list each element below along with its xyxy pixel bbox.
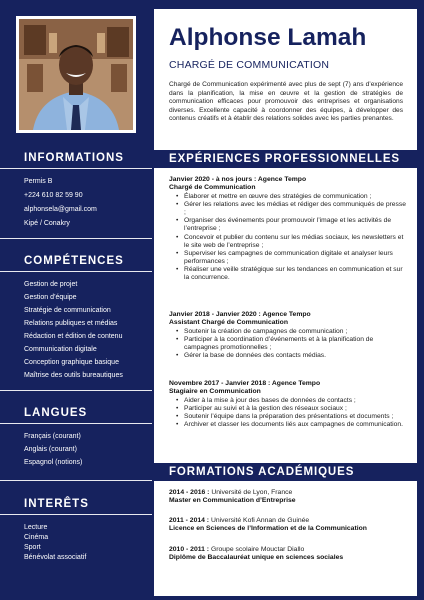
experience-bullet: • Soutenir l’équipe dans la préparation des présentations et documents ;: [176, 413, 409, 421]
education-school: Université de Lyon, France: [209, 489, 293, 496]
skill-item: Stratégie de communication: [24, 307, 111, 314]
language-item: Français (courant): [24, 433, 81, 440]
experience-bullet: • Élaborer et mettre en œuvre des stratégies de communication ;: [176, 193, 409, 201]
experience-bullet: • Gérer les relations avec les médias et rédiger des communiqués de presse ;: [176, 201, 409, 217]
education-years: 2010 - 2011 :: [169, 546, 210, 553]
informations-bottom-divider: [0, 238, 152, 239]
header-card: [154, 9, 417, 150]
experience-bullet: • Archiver et classer les documents liés aux campagnes de communication.: [176, 421, 409, 429]
langues-bottom-divider: [0, 480, 152, 481]
language-item: Anglais (courant): [24, 446, 77, 453]
experiences-title: EXPÉRIENCES PROFESSIONNELLES: [169, 153, 400, 165]
education-item: [169, 489, 409, 506]
full-name: Alphonse Lamah: [169, 24, 367, 51]
interest-item: Sport: [24, 544, 41, 551]
experience-position: Chargé de Communication: [169, 184, 256, 192]
main-content: [154, 9, 417, 597]
interets-title: INTERÊTS: [24, 498, 89, 510]
interest-item: Bénévolat associatif: [24, 554, 87, 561]
skill-item: Communication digitale: [24, 346, 97, 353]
skill-item: Gestion de projet: [24, 281, 78, 288]
info-phone: +224 610 82 59 90: [24, 192, 83, 199]
experience-period: Novembre 2017 - Janvier 2018 : Agence Tempo: [169, 380, 321, 387]
experience-bullet: • Participer à la coordination d’événements et à la planification de campagnes promotionnelles ;: [176, 336, 409, 352]
experience-bullets: [176, 397, 409, 429]
experience-position: Assistant Chargé de Communication: [169, 319, 288, 327]
education-school: Université Kofi Annan de Guinée: [209, 517, 310, 524]
education-degree: Diplôme de Baccalauréat unique en sciences sociales: [169, 554, 344, 562]
langues-title: LANGUES: [24, 407, 88, 419]
experience-item: [169, 311, 409, 360]
experience-item: [169, 176, 409, 282]
experiences-card: [154, 169, 417, 463]
education-school: Groupe scolaire Mouctar Diallo: [209, 546, 305, 553]
interest-item: Lecture: [24, 524, 48, 531]
informations-title: INFORMATIONS: [24, 152, 124, 164]
skill-item: Relations publiques et médias: [24, 320, 118, 327]
profile-photo-image: [19, 19, 133, 130]
experience-item: [169, 380, 409, 429]
education-item: [169, 546, 409, 563]
experience-bullets: [176, 328, 409, 360]
experience-bullet: • Concevoir et publier du contenu sur les médias sociaux, les newsletters et le site web de l’entreprise ;: [176, 234, 409, 250]
interets-divider: [0, 514, 152, 515]
formations-title: FORMATIONS ACADÉMIQUES: [169, 466, 355, 478]
competences-bottom-divider: [0, 390, 152, 391]
informations-list: [24, 178, 149, 234]
competences-title: COMPÉTENCES: [24, 255, 124, 267]
language-item: Espagnol (notions): [24, 459, 83, 466]
langues-list: [24, 433, 149, 472]
experience-bullet: • Participer au suivi et à la gestion des réseaux sociaux ;: [176, 405, 409, 413]
experience-bullet: • Gérer la base de données des contacts médias.: [176, 352, 409, 360]
experience-bullet: • Aider à la mise à jour des bases de données de contacts ;: [176, 397, 409, 405]
experience-bullet: • Soutenir la création de campagnes de communication ;: [176, 328, 409, 336]
skill-item: Maîtrise des outils bureautiques: [24, 372, 123, 379]
info-license: Permis B: [24, 178, 53, 185]
info-address: Kipé / Conakry: [24, 220, 70, 227]
experience-period: Janvier 2020 - à nos jours : Agence Tempo: [169, 176, 307, 183]
profile-summary: Chargé de Communication expérimenté avec plus de sept (7) ans d’expérience dans la planification, la mise en œuvre et la gestion de stratégies de communication efficaces pour promouvoir des entreprises et organisations diverses. Excellente capacité à coordonner des équipes, à développer des contenus créatifs et à établir des relations solides avec les parties prenantes.: [169, 81, 403, 123]
job-title: CHARGÉ DE COMMUNICATION: [169, 59, 330, 71]
skill-item: Rédaction et édition de contenu: [24, 333, 123, 340]
competences-divider: [0, 271, 152, 272]
info-email[interactable]: alphonsela@gmail.com: [24, 206, 97, 213]
education-item: [169, 517, 409, 534]
education-degree: Master en Communication d’Entreprise: [169, 497, 296, 505]
sidebar: [0, 0, 152, 600]
education-years: 2014 - 2016 :: [169, 489, 210, 496]
skill-item: Gestion d’équipe: [24, 294, 77, 301]
skill-item: Conception graphique basique: [24, 359, 119, 366]
informations-divider: [0, 168, 152, 169]
experience-bullet: • Réaliser une veille stratégique sur les tendances en communication et sur la concurrence.: [176, 266, 409, 282]
experience-position: Stagiaire en Communication: [169, 388, 261, 396]
interest-item: Cinéma: [24, 534, 49, 541]
langues-divider: [0, 423, 152, 424]
experience-bullet: • Superviser les campagnes de communication digitale et analyser leurs performances ;: [176, 250, 409, 266]
education-degree: Licence en Sciences de l’Information et de la Communication: [169, 525, 367, 533]
experience-period: Janvier 2018 - Janvier 2020 : Agence Tempo: [169, 311, 311, 318]
profile-photo: [16, 16, 136, 133]
education-years: 2011 - 2014 :: [169, 517, 210, 524]
interets-list: [24, 524, 149, 564]
experience-bullet: • Organiser des événements pour promouvoir l’image et les activités de l’entreprise ;: [176, 217, 409, 233]
formations-card: [154, 482, 417, 596]
competences-list: [24, 281, 149, 385]
experience-bullets: [176, 193, 409, 282]
